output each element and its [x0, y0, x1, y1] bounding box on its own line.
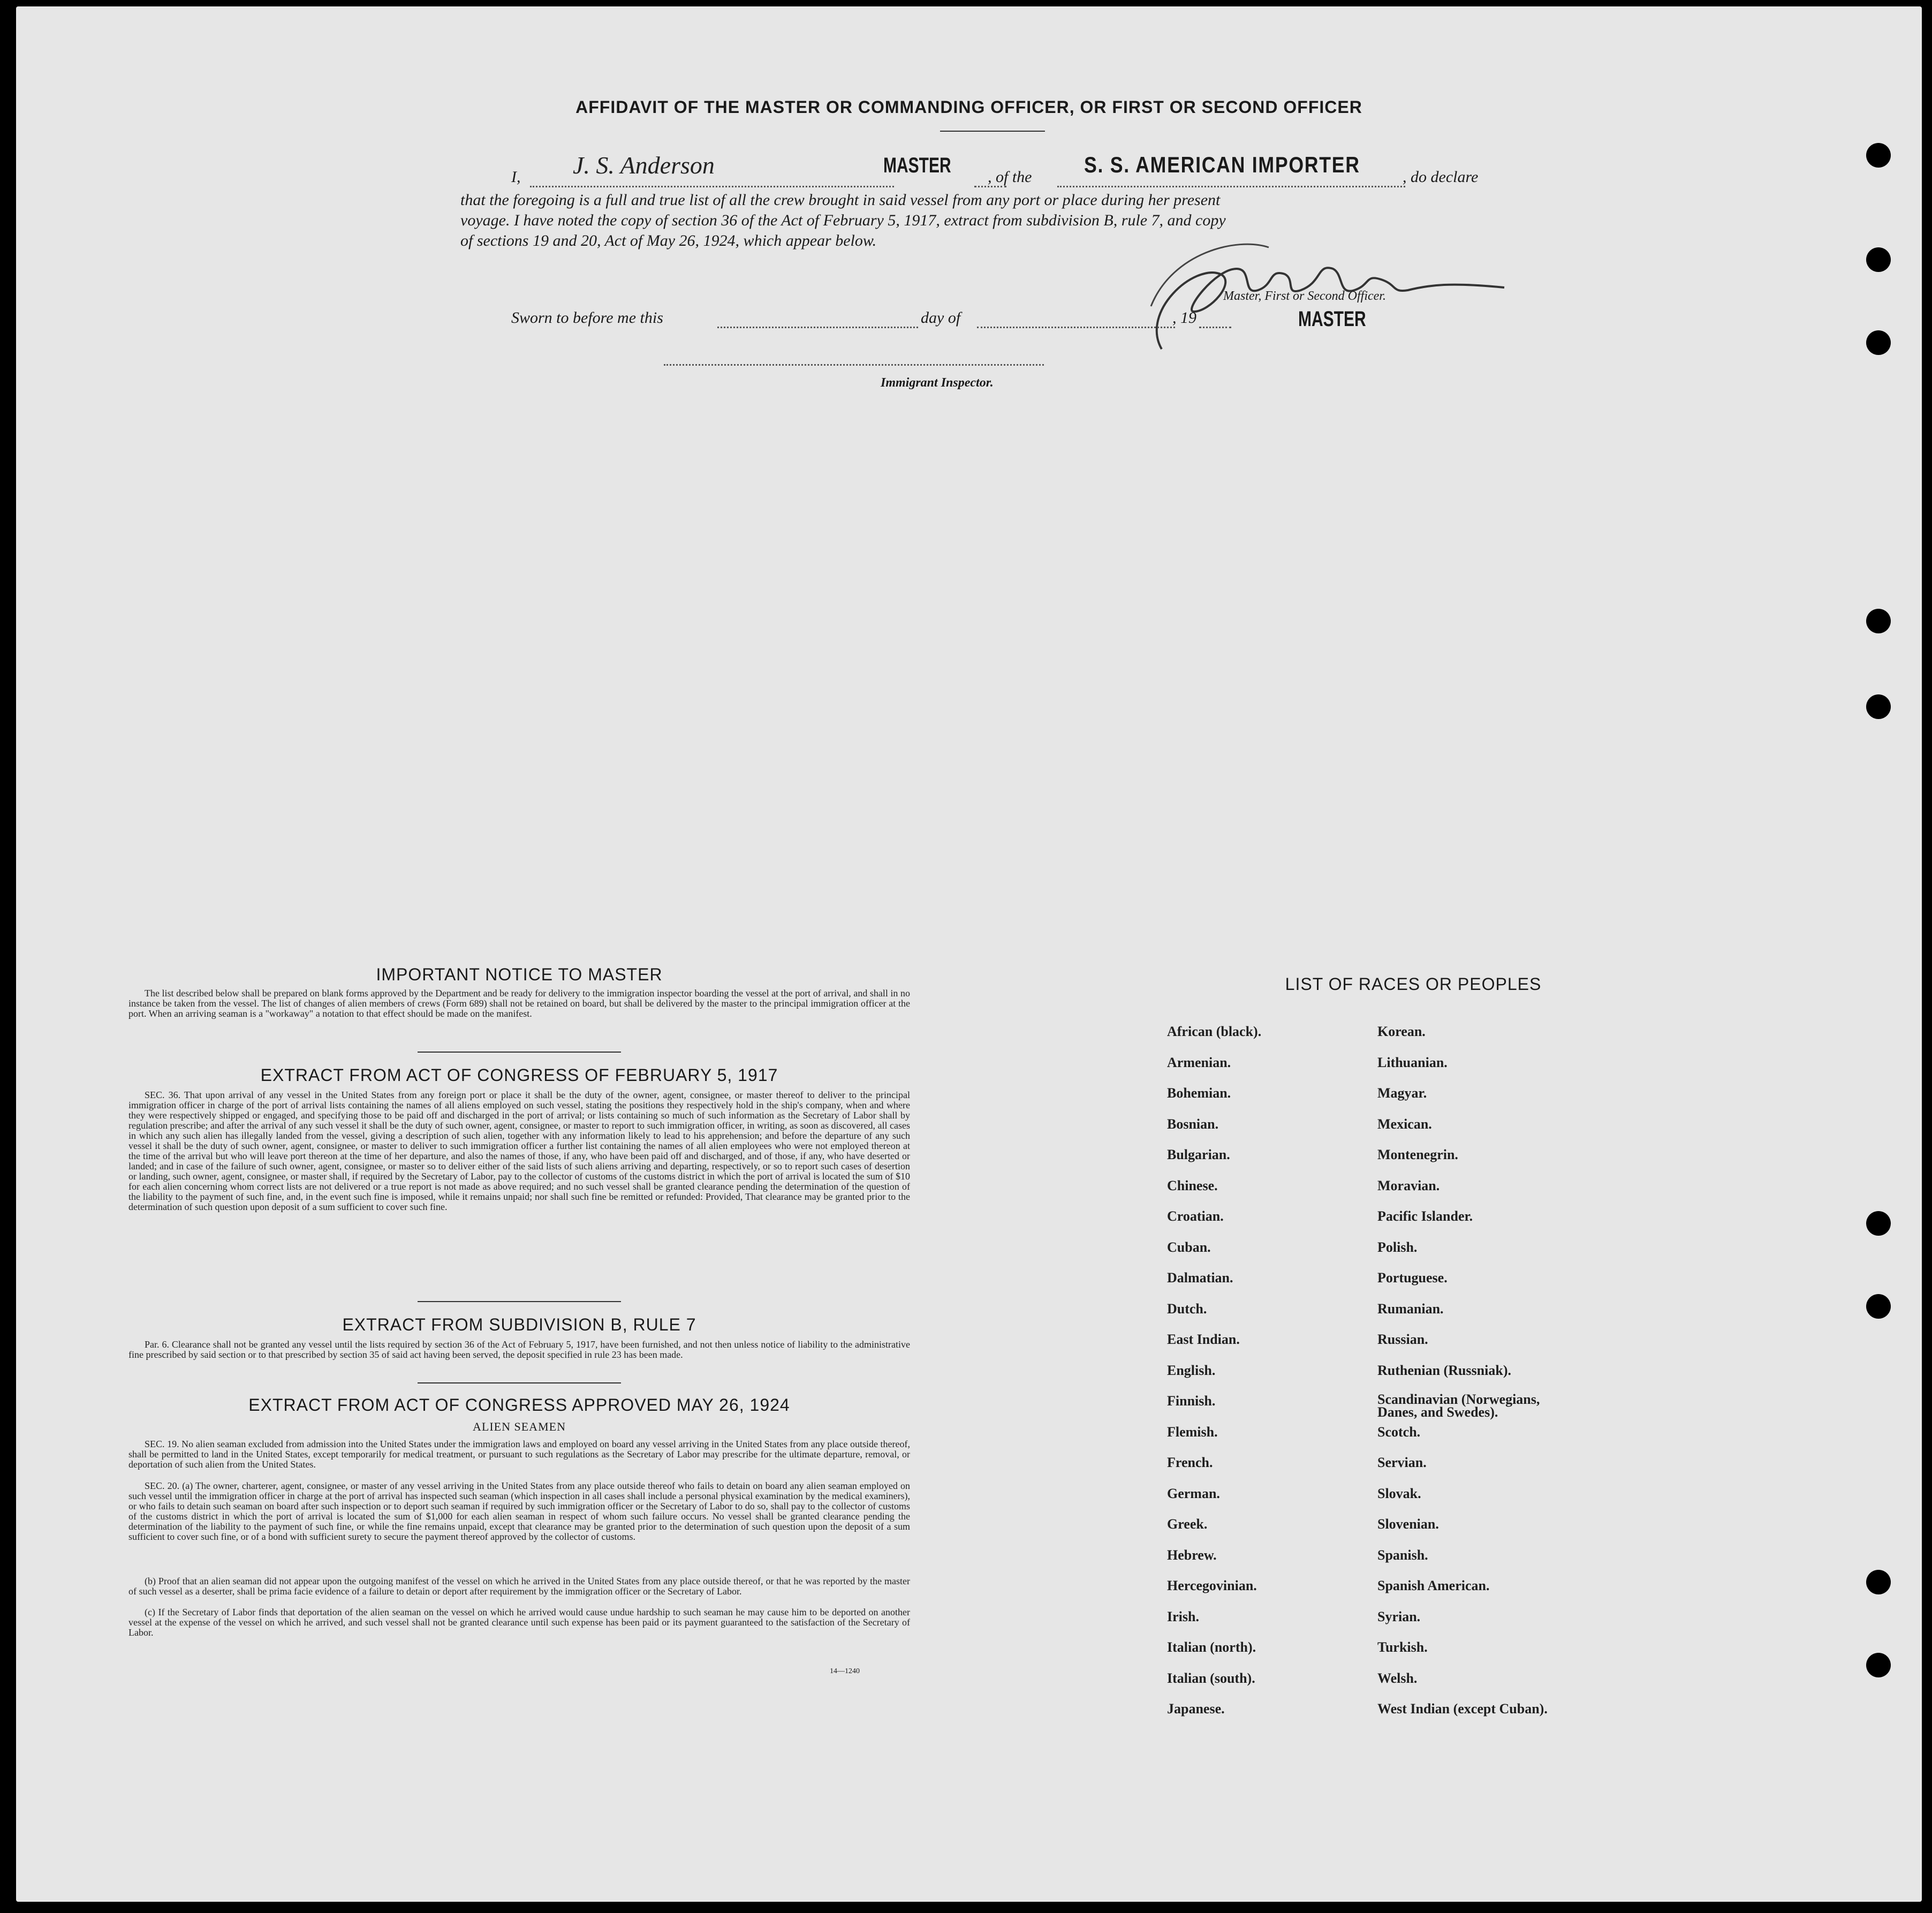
affidavit-title: AFFIDAVIT OF THE MASTER OR COMMANDING OFFICER, OR FIRST OR SECOND OFFICER	[575, 97, 1362, 117]
sec20c-body: (c) If the Secretary of Labor finds that deportation of the alien seaman on the vessel on which he arrived would cause undue hardship to such seaman he may cause him to be deported on another vessel at the expense of the vessel on which he arrived, and such vessel shall not be granted clearance until such expense has been paid or its payment guaranteed to the satisfaction of the Secretary of Labor.	[128, 1607, 910, 1638]
race-item: Slovenian.	[1377, 1516, 1439, 1532]
race-item: Spanish.	[1377, 1547, 1428, 1563]
alien-seamen-subtitle: ALIEN SEAMEN	[473, 1420, 566, 1433]
race-item: West Indian (except Cuban).	[1377, 1701, 1548, 1717]
do-declare-label: , do declare	[1403, 168, 1479, 186]
form-number: 14—1240	[830, 1667, 860, 1675]
binder-hole	[1866, 694, 1891, 719]
of-the-label: , of the	[988, 168, 1032, 186]
race-item: Welsh.	[1377, 1670, 1418, 1686]
race-item: Cuban.	[1167, 1239, 1211, 1255]
race-item: Armenian.	[1167, 1054, 1231, 1070]
stamp-vessel-name: S. S. AMERICAN IMPORTER	[1084, 152, 1360, 177]
extract-1917-rule	[418, 1301, 621, 1302]
extract-1924-title: EXTRACT FROM ACT OF CONGRESS APPROVED MAY 26, 1924	[248, 1395, 790, 1415]
handwritten-name: J. S. Anderson	[573, 152, 715, 179]
race-item: Slovak.	[1377, 1485, 1421, 1501]
race-item: Hebrew.	[1167, 1547, 1217, 1563]
binder-hole	[1866, 143, 1891, 168]
race-item: French.	[1167, 1455, 1213, 1470]
year-prefix: , 19	[1172, 309, 1196, 327]
race-item: Portuguese.	[1377, 1270, 1448, 1286]
sworn-month-line	[977, 327, 1175, 328]
sworn-label: Sworn to before me this	[511, 309, 663, 327]
race-item: Bulgarian.	[1167, 1147, 1230, 1162]
document-page	[16, 6, 1922, 1902]
race-item: Moravian.	[1377, 1177, 1440, 1193]
rule7-title: EXTRACT FROM SUBDIVISION B, RULE 7	[342, 1315, 696, 1334]
race-item: Irish.	[1167, 1608, 1199, 1624]
notice-rule	[418, 1052, 621, 1053]
race-item: Japanese.	[1167, 1701, 1225, 1717]
race-item: Spanish American.	[1377, 1578, 1490, 1593]
binder-hole	[1866, 1211, 1891, 1236]
race-item: Korean.	[1377, 1024, 1426, 1039]
rule7-body: Par. 6. Clearance shall not be granted any vessel until the lists required by section 36 of the Act of February 5, 1917, have been furnished, and not then unless notice of liability to the administrative fine prescribed by said section or to that prescribed by section 35 of said act having been served, the deposit specified in rule 23 has been made.	[128, 1339, 910, 1360]
race-item: Bosnian.	[1167, 1116, 1219, 1132]
rule7-rule	[418, 1382, 621, 1383]
race-item: Hercegovinian.	[1167, 1578, 1257, 1593]
binder-hole	[1866, 247, 1891, 272]
affidavit-line-3: voyage. I have noted the copy of section 36 of the Act of February 5, 1917, extract from subdivision B, rule 7, and copy	[460, 211, 1226, 229]
i-label: I,	[511, 168, 521, 186]
affidavit-line-4: of sections 19 and 20, Act of May 26, 1924, which appear below.	[460, 232, 877, 249]
race-item: Bohemian.	[1167, 1085, 1231, 1101]
stamp-master-2: MASTER	[1298, 307, 1366, 331]
race-item: German.	[1167, 1485, 1220, 1501]
race-item: Rumanian.	[1377, 1300, 1444, 1317]
inspector-signature-line	[664, 364, 1044, 366]
sec20b-body: (b) Proof that an alien seaman did not appear upon the outgoing manifest of the vessel on which he arrived in the United States from any place outside thereof, or that he was reported by the master of such vessel as a deserter, shall be prima facie evidence of a failure to detain or deport after requirement by the immigration officer or the Secretary of Labor.	[128, 1576, 910, 1597]
day-of-label: day of	[921, 309, 961, 327]
binder-hole	[1866, 330, 1891, 355]
sec20a-body: SEC. 20. (a) The owner, charterer, agent, consignee, or master of any vessel arriving in the United States from any place outside thereof who fails to detain on board any alien seaman employed on such vessel until the immigration officer in charge at the port of arrival has inspected such seaman (which inspection in all cases shall include a personal physical examination by the medical examiners), or who fails to detain such seaman on board after such inspection or to deport such seaman if required by such immigration officer or the Secretary of Labor to do so, shall pay to the collector of customs of the customs district in which the port of arrival is located the sum of $1,000 for each alien seaman in respect of whom such failure occurs. No vessel shall be granted clearance pending the determination of the liability to the payment of such fine, or while the fine remains unpaid, except that clearance may be granted prior to the determination of such question upon the deposit of a sum sufficient to cover such fine, or of a bond with sufficient surety to secure the payment thereof approved by the collector of customs.	[128, 1480, 910, 1542]
inspector-label: Immigrant Inspector.	[881, 376, 994, 390]
race-item: Croatian.	[1167, 1208, 1224, 1224]
race-item: Montenegrin.	[1377, 1147, 1458, 1162]
notice-body: The list described below shall be prepared on blank forms approved by the Department and be ready for delivery to the immigration inspector boarding the vessel at the port of arrival, and shall in no instance be taken from the vessel. The list of changes of alien members of crews (Form 689) shall not be retained on board, but shall be delivered by the master to the principal immigration officer at the port. When an arriving seaman is a "workaway" a notation to that effect should be made on the manifest.	[128, 988, 910, 1019]
sec19-body: SEC. 19. No alien seaman excluded from admission into the United States under the immigration laws and employed on board any vessel arriving in the United States from any place outside thereof, shall be permitted to land in the United States, except temporarily for medical treatment, or pursuant to such regulations as the Secretary of Labor may prescribe for the ultimate departure, removal, or deportation of such alien from the United States.	[128, 1439, 910, 1470]
race-item: Polish.	[1377, 1239, 1418, 1255]
year-line	[1199, 327, 1231, 328]
race-item: Scotch.	[1377, 1424, 1421, 1440]
races-title: LIST OF RACES OR PEOPLES	[1285, 974, 1542, 994]
race-item: Chinese.	[1167, 1177, 1218, 1193]
race-item: Turkish.	[1377, 1639, 1428, 1655]
extract-1917-body: SEC. 36. That upon arrival of any vessel in the United States from any foreign port or place it shall be the duty of the owner, agent, consignee, or master thereof to deliver to the principal immigration officer in charge of the port of arrival lists containing the names of all aliens employed on such vessel, stating the positions they respectively hold in the ship's company, when and where they were respectively shipped or engaged, and specifying those to be paid off and discharged in the port of arrival; or lists containing so much of such information as the Secretary of Labor shall by regulation prescribe; and after the arrival of any such vessel it shall be the duty of such owner, agent, consignee, or master to report to such immigration officer, in writing, as soon as discovered, all cases in which any such alien has illegally landed from the vessel, giving a description of such alien, together with any information likely to lead to his apprehension; and before the departure of any such vessel it shall be the duty of such owner, agent, consignee, or master to deliver to such immigration officer a further list containing the names of all alien employees who were not employed thereon at the time of the arrival but who will leave port thereon at the time of her departure, and also the names of those, if any, who have been paid off and discharged, and of those, if any, who have deserted or landed; and in case of the failure of such owner, agent, consignee, or master so to deliver either of the said lists of such aliens arriving and departing, respectively, or so to report such cases of desertion or landing, such owner, agent, consignee, or master shall, if required by the Secretary of Labor, pay to the collector of customs of the customs district in which the port of arrival is located the sum of $10 for each alien concerning whom correct lists are not delivered or a true report is not made as above required; and no such vessel shall be granted clearance pending the determination of the question of the liability to the payment of such fine, and, in the event such fine is imposed, while it remains unpaid; nor shall such fine be remitted or refunded: Provided, That clearance may be granted prior to the determination of such question upon deposit of a sum sufficient to cover such fine.	[128, 1090, 910, 1212]
race-item: Scandinavian (Norwegians, Danes, and Swedes).	[1377, 1392, 1540, 1420]
affidavit-line-2: that the foregoing is a full and true list of all the crew brought in said vessel from any port or place during her present	[460, 191, 1221, 209]
race-item: English.	[1167, 1362, 1216, 1378]
notice-title: IMPORTANT NOTICE TO MASTER	[376, 965, 663, 984]
binder-hole	[1866, 609, 1891, 633]
race-item: Syrian.	[1377, 1608, 1421, 1624]
sworn-day-line	[717, 327, 918, 328]
race-item: Italian (north).	[1167, 1639, 1256, 1655]
race-item: Lithuanian.	[1377, 1054, 1448, 1070]
binder-hole	[1866, 1653, 1891, 1677]
race-item: Mexican.	[1377, 1116, 1432, 1132]
extract-1917-title: EXTRACT FROM ACT OF CONGRESS OF FEBRUARY 5, 1917	[260, 1065, 778, 1085]
name-line	[530, 186, 894, 187]
vessel-line	[1057, 186, 1405, 187]
race-item: Magyar.	[1377, 1085, 1427, 1101]
race-item: Dalmatian.	[1167, 1270, 1233, 1286]
signature-caption: Master, First or Second Officer.	[1223, 289, 1386, 303]
race-item: Dutch.	[1167, 1300, 1207, 1317]
binder-hole	[1866, 1294, 1891, 1319]
race-item: Pacific Islander.	[1377, 1208, 1473, 1224]
race-item: Finnish.	[1167, 1393, 1216, 1409]
race-item: Italian (south).	[1167, 1670, 1255, 1686]
race-item: East Indian.	[1167, 1332, 1240, 1347]
race-item: Ruthenian (Russniak).	[1377, 1362, 1511, 1378]
race-item: Russian.	[1377, 1332, 1428, 1347]
binder-hole	[1866, 1570, 1891, 1594]
title-rule	[940, 131, 1045, 132]
race-item: Greek.	[1167, 1516, 1208, 1532]
stamp-master: MASTER	[883, 154, 951, 177]
race-item: African (black).	[1167, 1024, 1262, 1039]
race-item: Flemish.	[1167, 1424, 1218, 1440]
race-item: Servian.	[1377, 1455, 1427, 1470]
